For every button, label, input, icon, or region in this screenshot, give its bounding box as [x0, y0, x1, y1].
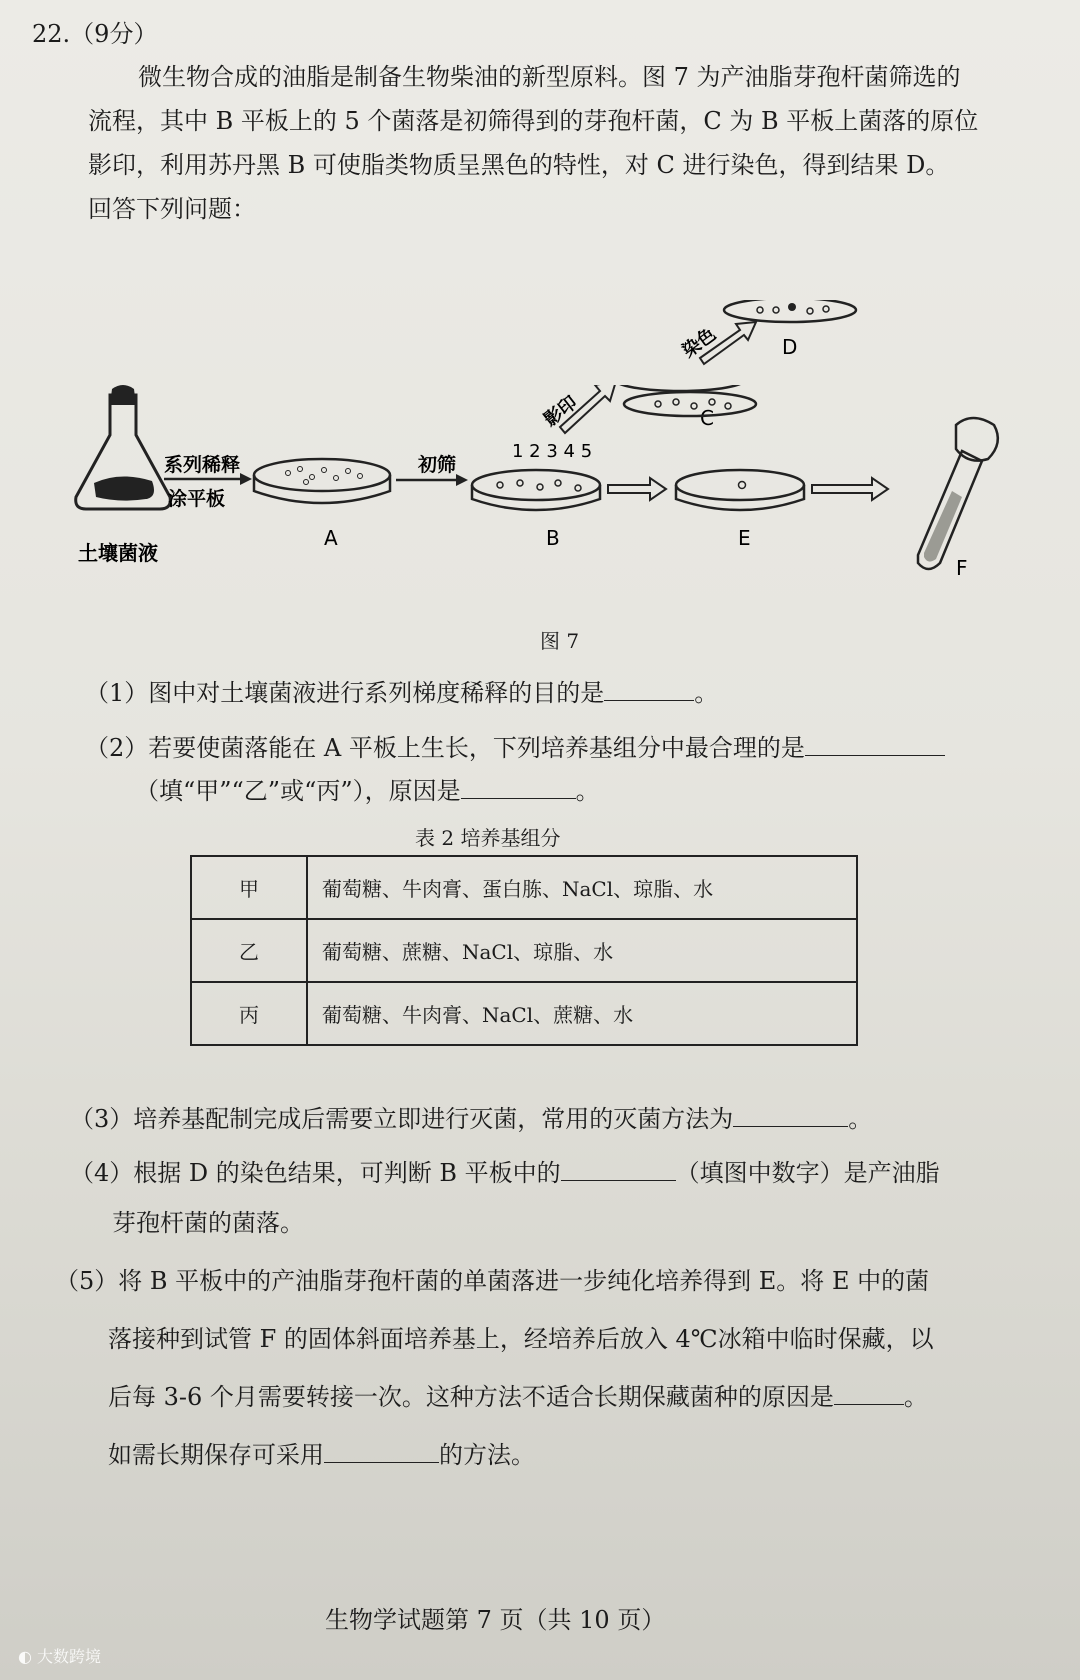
- medium-name: 甲: [191, 856, 307, 919]
- answer-blank[interactable]: [324, 1436, 439, 1463]
- plate-b: [472, 470, 600, 510]
- question-number: 22.: [32, 20, 71, 48]
- tube-f-label: F: [956, 556, 968, 580]
- answer-blank[interactable]: [805, 729, 945, 756]
- colony-numbers: 1 2 3 4 5: [512, 441, 593, 462]
- intro-line: 影印，利用苏丹黑 B 可使脂类物质呈黑色的特性，对 C 进行染色，得到结果 D。: [88, 151, 950, 179]
- sub-question-4-cont: 芽孢杆菌的菌落。: [112, 1209, 304, 1237]
- dilute-label: 系列稀释: [164, 454, 241, 476]
- medium-content: 葡萄糖、牛肉膏、NaCl、蔗糖、水: [307, 982, 857, 1045]
- figure-7-upper: [600, 300, 920, 440]
- sub-question-5-line-3: 后每 3-6 个月需要转接一次。这种方法不适合长期保藏菌种的原因是 。: [108, 1374, 928, 1420]
- watermark-logo-icon: ◐: [18, 1647, 38, 1666]
- sub-question-2-cont: （填“甲”“乙”或“丙”），原因是 。: [135, 768, 600, 814]
- plate-a-label: A: [324, 526, 338, 550]
- arrow-head: [240, 473, 252, 485]
- sub-question-1: （1）图中对土壤菌液进行系列梯度稀释的目的是 。: [85, 670, 718, 716]
- medium-content: 葡萄糖、牛肉膏、蛋白胨、NaCl、琼脂、水: [307, 856, 857, 919]
- answer-blank[interactable]: [834, 1378, 904, 1405]
- plate-b-label: B: [546, 526, 560, 550]
- table-title: 表 2 培养基组分: [415, 826, 561, 850]
- plate-e-label: E: [738, 526, 751, 550]
- sub-question-5-line-4: 如需长期保存可采用 的方法。: [108, 1432, 535, 1478]
- question-score: （9分）: [70, 20, 158, 48]
- plate-d: [724, 300, 856, 322]
- medium-name: 丙: [191, 982, 307, 1045]
- question-header: [32, 14, 157, 49]
- answer-blank[interactable]: [604, 674, 694, 701]
- sub-question-5-line-2: 落接种到试管 F 的固体斜面培养基上，经培养后放入 4℃冰箱中临时保藏，以: [108, 1325, 934, 1353]
- table-row: [191, 982, 857, 1045]
- test-tube-icon: [918, 418, 998, 569]
- screen-label: 初筛: [418, 454, 457, 476]
- replica-label: 影印: [540, 392, 582, 431]
- medium-name: 乙: [191, 919, 307, 982]
- table-row: [191, 856, 857, 919]
- medium-table: [190, 855, 858, 1046]
- intro-line: 微生物合成的油脂是制备生物柴油的新型原料。图 7 为产油脂芽孢杆菌筛选的: [138, 63, 961, 91]
- hollow-arrow: [812, 478, 888, 500]
- answer-blank[interactable]: [561, 1154, 676, 1181]
- answer-blank[interactable]: [461, 772, 576, 799]
- plate-e: [676, 470, 804, 510]
- intro-line: 回答下列问题：: [88, 195, 256, 223]
- question-intro: [88, 55, 1048, 231]
- figure-caption: 图 7: [540, 629, 580, 653]
- intro-line: 流程，其中 B 平板上的 5 个菌落是初筛得到的芽孢杆菌，C 为 B 平板上菌落的原位: [88, 107, 979, 135]
- soil-label: 土壤菌液: [78, 541, 158, 565]
- flask-icon: [76, 385, 171, 509]
- answer-blank[interactable]: [733, 1100, 848, 1127]
- medium-content: 葡萄糖、蔗糖、NaCl、琼脂、水: [307, 919, 857, 982]
- sub-question-4: （4）根据 D 的染色结果，可判断 B 平板中的 （填图中数字）是产油脂: [70, 1150, 940, 1196]
- plate-c-upper: [624, 392, 756, 416]
- page-footer: 生物学试题第 7 页（共 10 页）: [325, 1606, 666, 1634]
- table-row: [191, 919, 857, 982]
- plate-a: [254, 459, 390, 503]
- hollow-arrow: [608, 478, 666, 500]
- sub-question-2: （2）若要使菌落能在 A 平板上生长，下列培养基组分中最合理的是: [85, 725, 945, 771]
- plate-label: 涂平板: [168, 488, 226, 510]
- arrow-head: [456, 474, 468, 486]
- sub-question-3: （3）培养基配制完成后需要立即进行灭菌，常用的灭菌方法为 。: [70, 1096, 872, 1142]
- sub-question-5-line-1: （5）将 B 平板中的产油脂芽孢杆菌的单菌落进一步纯化培养得到 E。将 E 中的菌: [55, 1267, 930, 1295]
- stain-label: 染色: [678, 323, 721, 363]
- plate-d-label: D: [782, 335, 798, 359]
- watermark: ◐ 大数跨境: [18, 1647, 102, 1666]
- plate-c-label: C: [700, 406, 714, 430]
